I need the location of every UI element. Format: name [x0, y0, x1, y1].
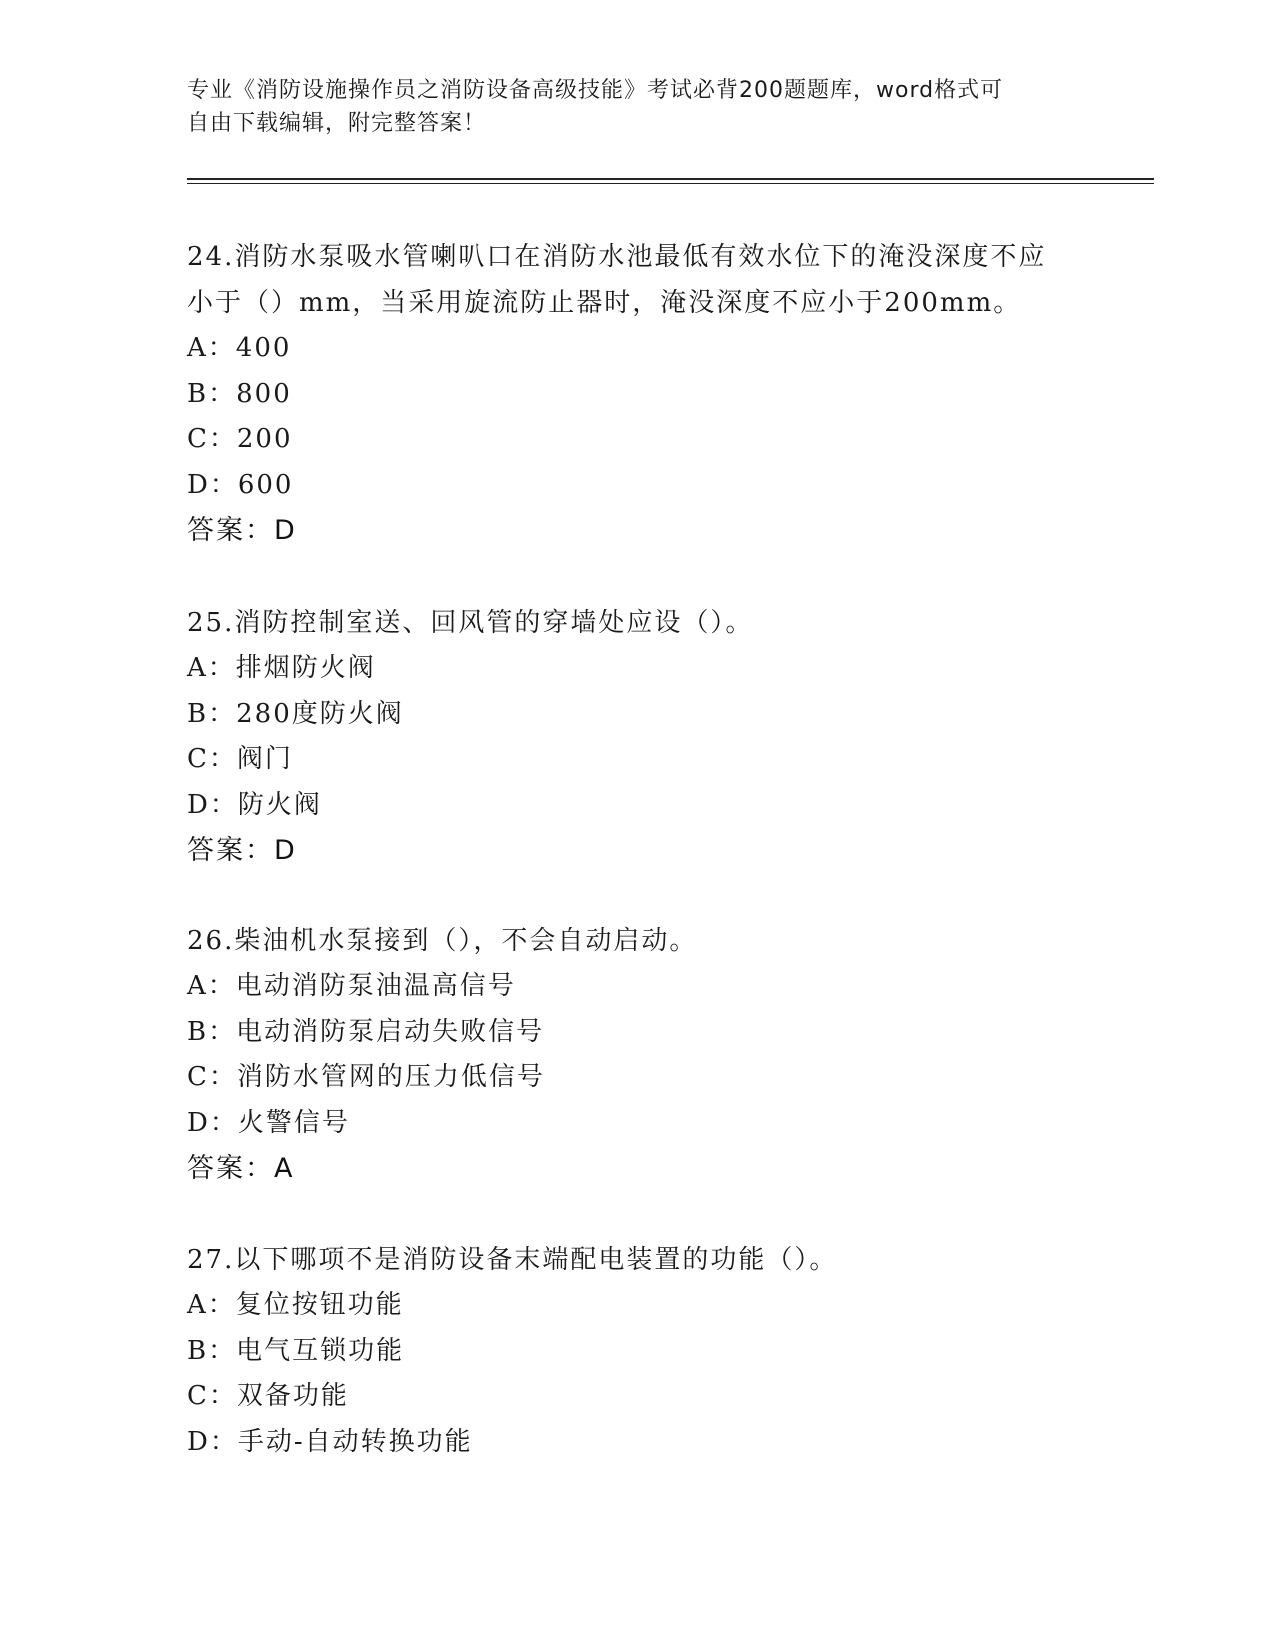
question-stem-line: 24.消防水泵吸水管喇叭口在消防水池最低有效水位下的淹没深度不应	[187, 242, 1047, 272]
answer-line: 答案：A	[187, 1153, 295, 1184]
question-26	[187, 918, 1087, 1192]
question-27	[187, 1237, 1087, 1465]
option-a: A：排烟防火阀	[187, 653, 376, 683]
option-c: C：双备功能	[187, 1381, 349, 1411]
header-divider-thin	[187, 183, 1154, 184]
answer-line: 答案：D	[187, 515, 297, 546]
option-b: B：电气互锁功能	[187, 1335, 405, 1366]
header-divider-thick	[187, 178, 1154, 180]
option-d: D：手动-自动转换功能	[187, 1426, 473, 1457]
option-b: B：800	[187, 378, 292, 409]
question-24	[187, 234, 1087, 554]
option-a: A：400	[187, 333, 292, 363]
answer-line: 答案：D	[187, 835, 297, 866]
question-25	[187, 600, 1087, 874]
document-header	[187, 74, 1087, 140]
option-c: C：阀门	[187, 744, 293, 774]
option-a: A：复位按钮功能	[187, 1290, 404, 1320]
header-line-2: 自由下载编辑，附完整答案！	[187, 111, 487, 136]
option-c: C：200	[187, 424, 293, 454]
question-stem-line: 25.消防控制室送、回风管的穿墙处应设（）。	[187, 608, 754, 638]
option-b: B：280度防火阀	[187, 698, 404, 729]
option-d: D：火警信号	[187, 1107, 350, 1138]
header-line-1: 专业《消防设施操作员之消防设备高级技能》考试必背200题题库，word格式可	[187, 78, 1004, 103]
option-b: B：电动消防泵启动失败信号	[187, 1016, 545, 1047]
option-d: D：防火阀	[187, 789, 322, 820]
question-stem-line: 27.以下哪项不是消防设备末端配电装置的功能（）。	[187, 1245, 838, 1275]
option-a: A：电动消防泵油温高信号	[187, 971, 516, 1001]
question-stem-line: 26.柴油机水泵接到（），不会自动启动。	[187, 926, 698, 956]
option-c: C：消防水管网的压力低信号	[187, 1062, 545, 1092]
option-d: D：600	[187, 469, 294, 500]
question-stem-line: 小于（）mm，当采用旋流防止器时，淹没深度不应小于200mm。	[187, 288, 1022, 318]
